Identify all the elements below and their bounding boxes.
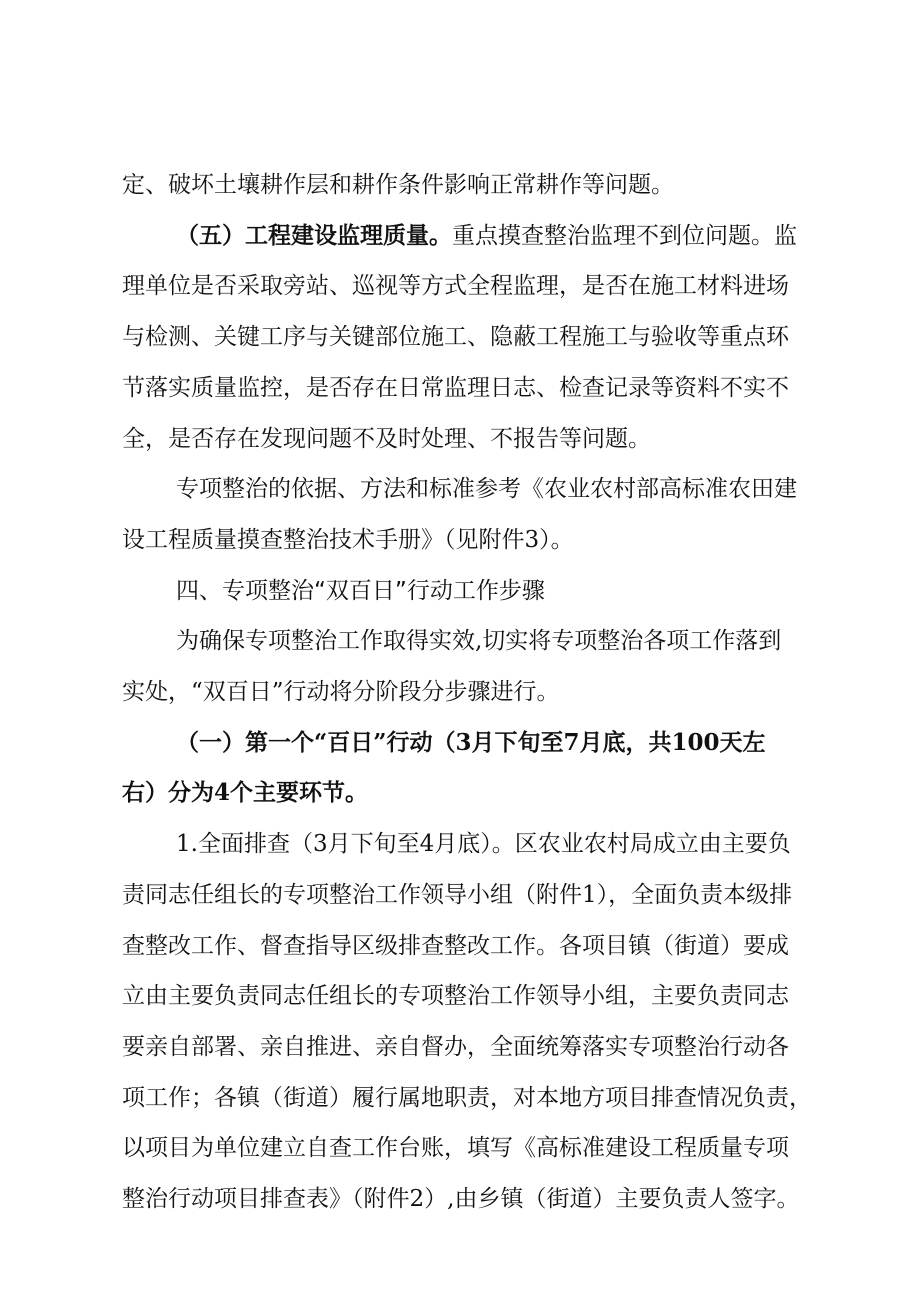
section-5-title: （五）工程建设监理质量。 — [176, 221, 452, 249]
paragraph-line: 责同志任组长的专项整治工作领导小组（附件1），全面负责本级排 — [122, 881, 793, 908]
paragraph-line: 整治行动项目排查表》（附件2）,由乡镇（街道）主要负责人签字。 — [122, 1186, 800, 1212]
paragraph-line: 1.全面排查（3月下旬至4月底）。区农业农村局成立由主要负 — [176, 831, 791, 858]
paragraph-line: 立由主要负责同志任组长的专项整治工作领导小组，主要负责同志 — [122, 983, 789, 1010]
paragraph-line: 实处，“双百日”行动将分阶段分步骤进行。 — [122, 679, 560, 705]
paragraph-line: 设工程质量摸查整治技术手册》（见附件3）。 — [122, 526, 574, 553]
paragraph-line: 定、破坏土壤耕作层和耕作条件影响正常耕作等问题。 — [122, 172, 674, 198]
paragraph-line: 以项目为单位建立自查工作台账，填写《高标准建设工程质量专项 — [122, 1135, 789, 1162]
paragraph-line: 节落实质量监控，是否存在日常监理日志、检查记录等资料不实不 — [122, 374, 789, 401]
paragraph-line: 理单位是否采取旁站、巡视等方式全程监理，是否在施工材料进场 — [122, 273, 789, 300]
subsection-title-line: （一）第一个“百日”行动（3月下旬至7月底，共100天左 — [176, 728, 766, 756]
paragraph-line: 专项整治的依据、方法和标准参考《农业农村部高标准农田建 — [176, 476, 797, 503]
paragraph-line: 查整改工作、督查指导区级排查整改工作。各项目镇（街道）要成 — [122, 932, 789, 959]
section-heading: 四、专项整治“双百日”行动工作步骤 — [176, 577, 545, 604]
paragraph-line: 项工作；各镇（街道）履行属地职责，对本地方项目排查情况负责， — [122, 1084, 812, 1111]
paragraph-line: 要亲自部署、亲自推进、亲自督办，全面统筹落实专项整治行动各 — [122, 1033, 789, 1060]
paragraph-line: 与检测、关键工序与关键部位施工、隐蔽工程施工与验收等重点环 — [122, 324, 789, 351]
section-5-line — [176, 221, 797, 251]
paragraph-line: 为确保专项整治工作取得实效,切实将专项整治各项工作落到 — [176, 628, 782, 655]
section-5-text: 重点摸查整治监理不到位问题。监 — [452, 222, 797, 249]
paragraph-line: 全，是否存在发现问题不及时处理、不报告等问题。 — [122, 425, 651, 452]
subsection-title-line: 右）分为4个主要环节。 — [122, 779, 369, 807]
